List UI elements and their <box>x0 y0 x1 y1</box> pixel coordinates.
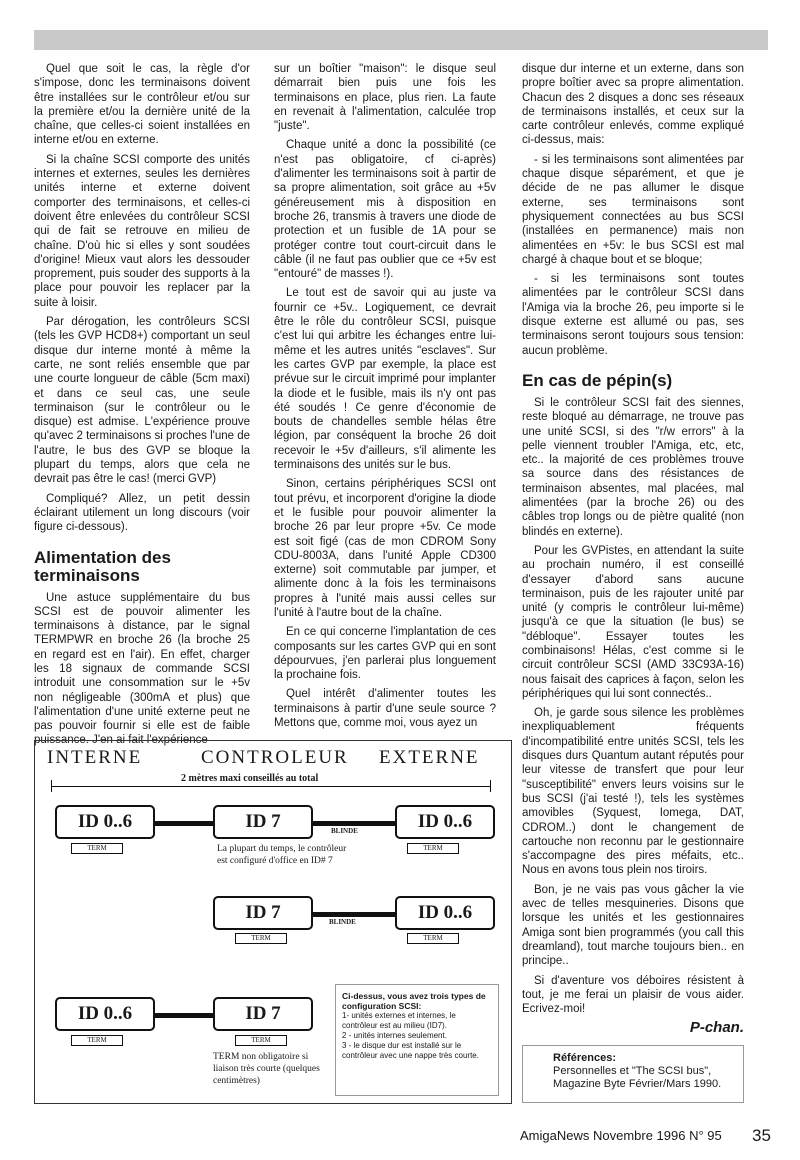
section-heading: En cas de pépin(s) <box>522 370 673 390</box>
device-box: ID 7 <box>213 896 313 930</box>
paragraph: Compliqué? Allez, un petit dessin éclairant utilement un long discours (voir figure ci-dessous). <box>34 492 250 534</box>
footer-magazine: AmigaNews Novembre 1996 N° 95 <box>520 1128 722 1143</box>
device-box: ID 0..6 <box>55 997 155 1031</box>
paragraph: Le tout est de savoir qui au juste va fournir ce +5v.. Logiquement, ce devrait être le rôle du contrôleur SCSI, puisque c'est lui qui arbitre les échanges entre lui-même et les autres unités "esclaves". Sur les cartes GVP par exemple, la place est prévue sur le circuit imprimé pour implanter la diode et le fusible, mais ils n'y ont pas été soudés ! Ce genre d'économie de bouts de chandelles semble hélas être légion, par conséquent la broche 26 doit recevoir le +5v d'ailleurs, s'il alimente les terminaisons des unités sur le bus. <box>274 287 496 472</box>
page-number: 35 <box>752 1126 771 1145</box>
note: TERM non obligatoire si liaison très courte (quelques centimètres) <box>213 1052 320 1086</box>
label-interne: INTERNE <box>47 747 143 768</box>
paragraph: disque dur interne et un externe, dans son propre boîtier avec sa propre alimentation. Chacun des 2 disques a donc ses réseaux de terminaisons installés, et ceux sur la carte contrôleur enlevés, comme expliqué ci-dessus, mais: <box>522 63 744 147</box>
column-3 <box>522 62 744 1036</box>
paragraph: - si les terminaisons sont toutes alimentées par le contrôleur SCSI dans l'Amiga via la broche 26, peu importe si le disque externe est allumé ou pas, ses terminaisons seront toujours sous tension: aucun problème. <box>522 273 744 357</box>
device-box: ID 0..6 <box>55 805 155 839</box>
device-box: ID 7 <box>213 997 313 1031</box>
references-title: Références: <box>553 1052 616 1064</box>
paragraph: En ce qui concerne l'implantation de ces composants sur les cartes GVP qui en sont dépourvues, j'en parlerai plus longuement la prochaine fois. <box>274 626 496 682</box>
span-tick <box>51 780 52 792</box>
term-block: TERM <box>407 843 459 854</box>
label-externe: EXTERNE <box>379 747 480 768</box>
term-block: TERM <box>71 1035 123 1046</box>
cable-label: BLINDE <box>331 827 358 835</box>
scsi-diagram <box>34 740 512 1104</box>
term-block: TERM <box>407 933 459 944</box>
paragraph: Chaque unité a donc la possibilité (ce n'est pas obligatoire, cf ci-après) d'alimenter les terminaisons soit à partir de sa propre alimentation, soit grâce au +5v généreusement mis à disposition en broche 26, transmis à travers une diode de protection et un fusible de 1A pour se protéger contre tout court-circuit dans le câble (il ne faut pas oublier que ce +5v est "entouré" de masses !). <box>274 139 496 281</box>
paragraph: Oh, je garde sous silence les problèmes inexpliquablement fréquents d'incompatibilité entre unités SCSI, tels les disques durs Quantum autant réputés pour leur vitesse de transfert que pour leur "susceptibilité" envers leurs voisins sur le bus SCSI (j'ai testé !), tels les systèmes amovibles (Syquest, Iomega, DAT, CDROM..) dont le changement de cartouche non reconnu par le gestionnaire s'accompagne des pires méfaits, etc.. Nous en avons tous plein nos tiroirs. <box>522 707 744 877</box>
paragraph: Une astuce supplémentaire du bus SCSI est de pouvoir alimenter les terminaisons à distance, par le signal TERMPWR en broche 26 (la broche 25 en regard est en l'air). En effet, charger les 18 signaux de commande SCSI introduit une consommation sur le +5v non négligeable (300mA et plus) que l'alimentation d'une unité externe peut ne pas pouvoir fournir si elle est de faible puissance. J'en ai fait l'expérience <box>34 591 250 747</box>
paragraph: Si la chaîne SCSI comporte des unités internes et externes, seules les dernières unités interne et externe doivent comporter des terminaisons, et celles-ci doivent être enlevées du contrôleur SCSI qui de fait se retrouve en milieu de chaîne. D'où hic si elles y sont soudées d'origine! Mieux vaut alors les dessouder proprement, puis souder des supports à la place pour pouvoir les replacer par la suite à loisir. <box>34 153 250 309</box>
legend-item: 3 - le disque dur est installé sur le contrôleur avec une nappe très courte. <box>342 1041 479 1060</box>
device-box: ID 0..6 <box>395 805 495 839</box>
span-tick <box>490 780 491 792</box>
legend-item: 1- unités externes et internes, le contrôleur est au milieu (ID7). <box>342 1011 456 1030</box>
paragraph: Bon, je ne vais pas vous gâcher la vie avec de telles mesquineries. Disons que lorsque les unités et les gestionnaires Amiga sont bien programmés (you call this dreamland), tout marche toujours bien.. en principe.. <box>522 883 744 968</box>
legend-item: 2 - unités internes seulement. <box>342 1031 447 1040</box>
span-line <box>51 786 491 787</box>
paragraph: Quel que soit le cas, la règle d'or s'impose, donc les terminaisons doivent être installées sur le contrôleur et/ou sur la première et/ou la dernière unité de la chaîne, que celles-ci soient installées en interne et/ou en externe. <box>34 63 250 147</box>
note: La plupart du temps, le contrôleur est configuré d'office en ID# 7 <box>217 844 347 866</box>
references-box <box>522 1045 744 1103</box>
term-block: TERM <box>235 933 287 944</box>
cable-label: BLINDE <box>329 918 356 926</box>
label-controleur: CONTROLEUR <box>201 747 349 768</box>
paragraph: Si le contrôleur SCSI fait des siennes, reste bloqué au démarrage, ne trouve pas une unité SCSI, si des "r/w errors" à la pelle viennent troubler l'Amiga, etc, etc, etc.. la majorité de ces problèmes trouve sa source dans des résistances de terminaison absentes, mal placées, mal alimentées (par la broche 26) ou des câbles trop longs ou de piètre qualité (non blindés en externe). <box>522 396 744 538</box>
paragraph: Pour les GVPistes, en attendant la suite au prochain numéro, il est conseillé d'essayer d'abord sans aucune terminaison, puis de les rajouter unité par unité (y compris le contrôleur lui-même) jusqu'à ce que la situation (le bus) se "débloque". Essayer toutes les combinaisons! Hélas, c'est comme si le circuit contrôleur SCSI (AMD 33C93A-16) nous faisait des caprices à façon, selon les périphériques qui lui sont connectés.. <box>522 544 744 700</box>
paragraph: Par dérogation, les contrôleurs SCSI (tels les GVP HCD8+) comportant un seul disque dur interne monté à même la carte, ne sont reliés ensemble que par une courte longueur de câble (5cm maxi) et dans ce seul cas, une seule terminaison (sur le contrôleur ou le disque) est admise. L'expérience prouve qu'avec 2 terminaisons si proches l'une de l'autre, le bus des GVP se bloque la plupart du temps, alors que cela ne devrait pas être le cas! (merci GVP) <box>34 316 250 486</box>
span-label: 2 mètres maxi conseillés au total <box>181 773 319 784</box>
paragraph: sur un boîtier "maison": le disque seul démarrait bien puis une fois les terminaisons en place, plus rien. La faute en revenait à l'alimentation, calculée trop "juste". <box>274 63 496 133</box>
column-1 <box>34 62 250 753</box>
header-bar <box>34 30 768 50</box>
paragraph: Si d'aventure vos déboires résistent à tout, je me ferai un plaisir de vous aider. Ecrivez-moi! <box>522 974 744 1016</box>
paragraph: Sinon, certains périphériques SCSI ont tout prévu, et incorporent d'origine la diode et le fusible pour pouvoir alimenter la broche 26 par leur propre +5v. Ce mode est soit figé (cas de mon CDROM Sony CDU-8003A, dans l'unité Apple CD300 externe) soit commutable par jumper, et alimente donc à la fois les terminaisons propres à l'unité mais aussi celles sur l'unité à l'autre bout de la chaîne. <box>274 478 496 619</box>
device-box: ID 7 <box>213 805 313 839</box>
paragraph: Quel intérêt d'alimenter toutes les terminaisons à partir d'une seule source ? Mettons que, comme moi, vous ayez un <box>274 688 496 730</box>
device-box: ID 0..6 <box>395 896 495 930</box>
references-body: Personnelles et "The SCSI bus", Magazine Byte Février/Mars 1990. <box>553 1065 722 1090</box>
term-block: TERM <box>71 843 123 854</box>
column-2 <box>274 62 496 735</box>
signature: P-chan. <box>689 1019 744 1037</box>
diagram-legend <box>335 984 499 1096</box>
legend-title: Ci-dessus, vous avez trois types de configuration SCSI: <box>342 991 486 1011</box>
term-block: TERM <box>235 1035 287 1046</box>
section-heading: Alimentation des terminaisons <box>34 547 171 585</box>
paragraph: - si les terminaisons sont alimentées par chaque disque séparément, et que je décide de ne pas allumer le disque externe, ses terminaisons sont physiquement connectées au bus SCSI (installées en permanence) mais non alimentées en +5v: le bus SCSI est mal chargé à chaque bout et se bloque; <box>522 153 744 266</box>
